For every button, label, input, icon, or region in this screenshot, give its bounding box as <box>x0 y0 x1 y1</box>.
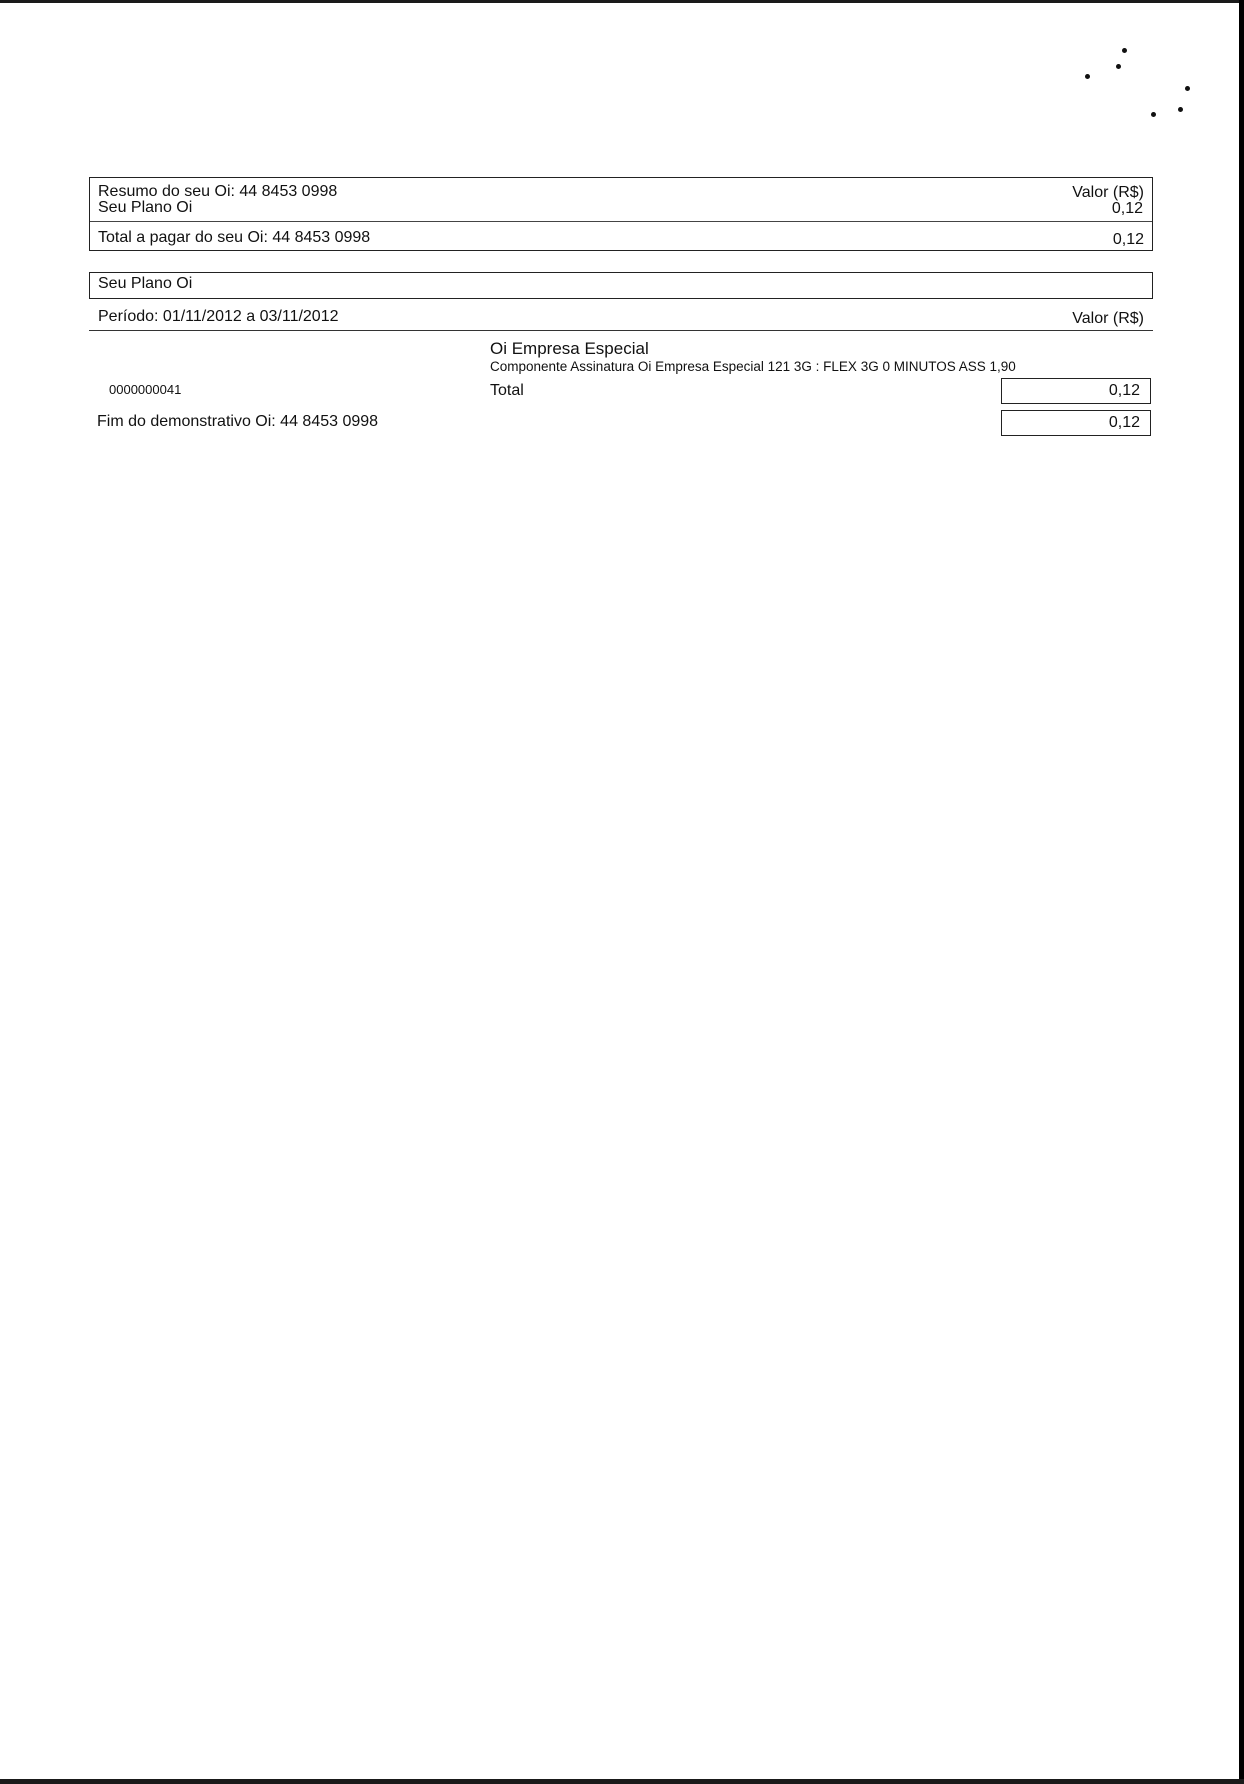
plan-section-title: Seu Plano Oi <box>98 275 193 292</box>
summary-title: Resumo do seu Oi: 44 8453 0998 <box>98 183 338 200</box>
summary-total-value: 0,12 <box>1112 231 1144 248</box>
end-total-value: 0,12 <box>1108 414 1140 431</box>
registration-dot <box>1185 86 1190 91</box>
plan-section-box <box>89 272 1153 299</box>
plan-period: Período: 01/11/2012 a 03/11/2012 <box>98 308 339 325</box>
registration-dot <box>1122 48 1127 53</box>
plan-total-label: Total <box>490 382 524 399</box>
registration-dot <box>1151 112 1156 117</box>
plan-total-box <box>1001 378 1151 404</box>
summary-total-label: Total a pagar do seu Oi: 44 8453 0998 <box>98 229 371 246</box>
plan-value-header: Valor (R$) <box>1072 310 1144 327</box>
registration-dot <box>1178 107 1183 112</box>
summary-value-header: Valor (R$) <box>1072 184 1144 201</box>
registration-dot <box>1116 64 1121 69</box>
scan-edge-top <box>0 0 1244 3</box>
plan-total-value: 0,12 <box>1108 382 1140 399</box>
product-name: Oi Empresa Especial <box>490 339 649 358</box>
scan-edge-right <box>1239 0 1244 1784</box>
scan-edge-bottom <box>0 1779 1244 1784</box>
product-component: Componente Assinatura Oi Empresa Especial 121 3G : FLEX 3G 0 MINUTOS ASS 1,90 <box>490 359 1016 374</box>
period-underline <box>89 330 1153 331</box>
summary-plan-label: Seu Plano Oi <box>98 199 193 216</box>
end-of-statement-label: Fim do demonstrativo Oi: 44 8453 0998 <box>97 413 379 430</box>
end-total-box <box>1001 410 1151 436</box>
item-code: 0000000041 <box>109 382 182 397</box>
summary-divider <box>90 221 1152 222</box>
registration-dot <box>1085 74 1090 79</box>
summary-plan-value: 0,12 <box>1111 200 1143 217</box>
